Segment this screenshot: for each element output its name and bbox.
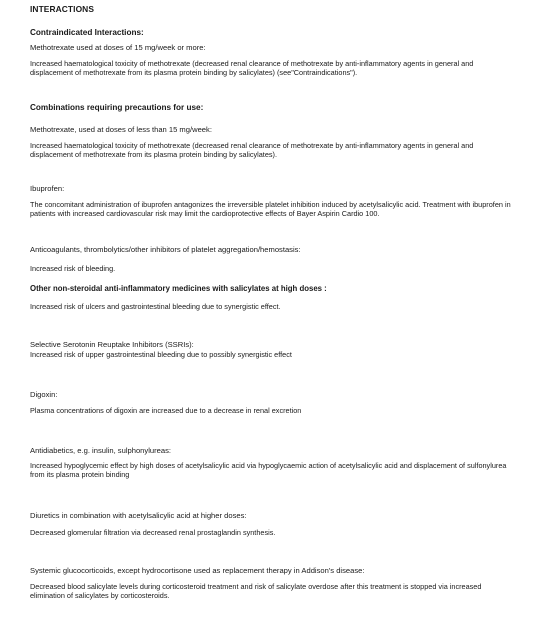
item-label: Selective Serotonin Reuptake Inhibitors (SSRIs): [30,340,194,349]
document-title: INTERACTIONS [30,4,95,14]
item-text: Increased risk of ulcers and gastrointestinal bleeding due to synergistic effect. [30,302,281,311]
item-glucocorticoids-text [30,582,511,601]
item-ssris [30,340,511,350]
contraindicated-heading: Contraindicated Interactions: [30,28,144,37]
contraindicated-methotrexate-label: Methotrexate used at doses of 15 mg/week or more: [30,43,206,52]
contraindicated-methotrexate-text-block [30,59,511,78]
precautions-heading: Combinations requiring precautions for use: [30,103,204,112]
item-diuretics-text [30,528,511,537]
item-label: Systemic glucocorticoids, except hydrocortisone used as replacement therapy in Addison's disease: [30,566,365,575]
item-label: Other non-steroidal anti-inflammatory medicines with salicylates at high doses : [30,284,327,293]
item-digoxin-text [30,406,511,415]
contraindicated-methotrexate-text: Increased haematological toxicity of methotrexate (decreased renal clearance of methotrexate by anti-inflammatory agents in general and displacement of methotrexate from its plasma protein binding by salicylates) (see"Contraindications"). [30,59,474,78]
document-title-block [30,4,511,15]
item-ssris-text [30,350,511,359]
item-text: Decreased glomerular filtration via decreased renal prostaglandin synthesis. [30,528,276,537]
precautions-section [30,102,511,113]
item-text: Increased hypoglycemic effect by high doses of acetylsalicylic acid via hypoglycaemic action of acetylsalicylic acid and displacement of sulfonylurea from its plasma protein binding [30,461,507,480]
item-label: Ibuprofen: [30,184,65,193]
item-methotrexate-low-dose [30,125,511,135]
item-text: Decreased blood salicylate levels during corticosteroid treatment and risk of salicylate overdose after this treatment is stopped via increased elimination of salicylates by corticosteroids. [30,582,482,601]
item-nsaids [30,284,511,294]
item-label: Methotrexate, used at doses of less than 15 mg/week: [30,125,212,134]
item-antidiabetics [30,446,511,456]
item-ibuprofen-text [30,200,511,219]
item-methotrexate-low-dose-text [30,141,511,160]
item-text: The concomitant administration of ibuprofen antagonizes the irreversible platelet inhibition induced by acetylsalicylic acid. Treatment with ibuprofen in patients with increased cardiovascular risk may limit the cardioprotective effects of Bayer Aspirin Cardio 100. [30,200,511,219]
item-anticoagulants [30,245,511,255]
item-ibuprofen [30,184,511,194]
item-label: Antidiabetics, e.g. insulin, sulphonylureas: [30,446,171,455]
item-anticoagulants-text [30,264,511,273]
item-diuretics [30,511,511,521]
item-glucocorticoids [30,566,511,576]
item-text: Increased risk of upper gastrointestinal bleeding due to possibly synergistic effect [30,350,292,359]
item-nsaids-text [30,302,511,311]
item-digoxin [30,390,511,400]
item-label: Digoxin: [30,390,58,399]
item-label: Anticoagulants, thrombolytics/other inhibitors of platelet aggregation/hemostasis: [30,245,301,254]
item-text: Increased haematological toxicity of methotrexate (decreased renal clearance of methotrexate by anti-inflammatory agents in general and displacement of methotrexate from its plasma protein binding by salicylates). [30,141,474,160]
item-label: Diuretics in combination with acetylsalicylic acid at higher doses: [30,511,247,520]
contraindicated-section [30,27,511,38]
item-antidiabetics-text [30,461,511,480]
item-text: Increased risk of bleeding. [30,264,116,273]
contraindicated-methotrexate-label-block [30,43,511,53]
item-text: Plasma concentrations of digoxin are increased due to a decrease in renal excretion [30,406,302,415]
